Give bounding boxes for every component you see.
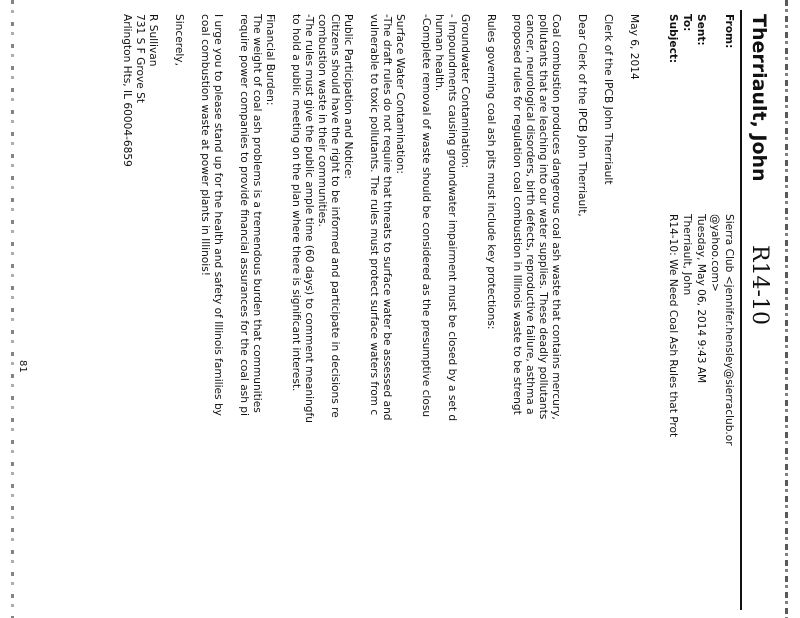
intro-line: Coal combustion produces dangerous coal ash waste that contains mercury, xyxy=(550,14,562,420)
public-line: -The rules must give the public ample time (60 days) to comment meaningfu xyxy=(303,14,315,423)
signature-city: Arlington Hts, IL 60004-6859 xyxy=(121,14,133,167)
groundwater-line: - Impoundments causing groundwater impairment must be closed by a set d xyxy=(446,14,458,422)
financial-line: require power companies to provide financial assurances for the coal ash pi xyxy=(238,14,250,416)
public-heading: Public Participation and Notice: xyxy=(342,14,354,179)
surface-line: -The draft rules do not require that threats to surface water be assessed and xyxy=(381,14,393,421)
header-row-from-2 xyxy=(708,14,722,614)
financial-section xyxy=(237,14,276,614)
email-header xyxy=(666,14,736,614)
header-row-from xyxy=(722,14,736,614)
from-value: Sierra Club <jennifer.hensley@sierraclub.or xyxy=(723,214,735,446)
subject-label: Subject: xyxy=(667,14,679,64)
document-owner-name: Therriault, John xyxy=(748,14,770,182)
from-value-2: @yahoo.com> xyxy=(709,214,721,292)
surface-line: vulnerable to toxic pollutants. The rules must protect surface waters from c xyxy=(368,14,380,416)
scan-artifact-bottom xyxy=(11,0,14,618)
intro-line: cancer, neurological disorders, birth defects, reproductive failure, asthma a xyxy=(524,14,536,415)
letter-salutation: Dear Clerk of the IPCB John Therriault, xyxy=(576,14,588,217)
intro-line: pollutants that are leaching into our water supplies. These deadly pollutants xyxy=(537,14,549,420)
signature-address: 731 S F Grove St xyxy=(134,14,146,103)
public-line: to hold a public meeting on the plan where there is significant interest. xyxy=(290,14,302,392)
header-row-sent xyxy=(694,14,708,614)
to-label: To: xyxy=(681,14,693,32)
sent-value: Tuesday, May 06, 2014 9:43 AM xyxy=(695,214,707,384)
intro-line: proposed rules for regulation coal combustion in Illinois waste to be strengt xyxy=(511,14,523,415)
sent-label: Sent: xyxy=(695,14,707,46)
public-line: combustion waste in their communities. xyxy=(316,14,328,227)
signature-block xyxy=(120,14,159,614)
groundwater-line: human health. xyxy=(433,14,445,92)
financial-heading: Financial Burden: xyxy=(264,14,276,106)
letter-body xyxy=(107,14,640,614)
urge-paragraph xyxy=(198,14,224,614)
surface-heading: Surface Water Contamination: xyxy=(394,14,406,174)
groundwater-section xyxy=(419,14,471,614)
subject-value: R14-10: We Need Coal Ash Rules that Prot xyxy=(667,214,679,438)
urge-line: coal combustion waste at power plants in Illinois! xyxy=(199,14,211,276)
letter-date: May 6, 2014 xyxy=(628,14,640,80)
header-row-subject xyxy=(666,14,680,614)
to-value: Therriault, John xyxy=(681,214,693,296)
signature-name: R Sullivan xyxy=(147,14,159,67)
docket-number: R14-10 xyxy=(747,245,772,325)
closing: Sincerely, xyxy=(173,14,185,66)
header-divider xyxy=(740,10,742,610)
groundwater-heading: Groundwater Contamination: xyxy=(459,14,471,169)
financial-line: The weight of coal ash problems is a tremendous burden that communities xyxy=(251,14,263,413)
rules-line: Rules governing coal ash pits must include key protections: xyxy=(485,14,497,330)
from-label: From: xyxy=(723,14,735,49)
page-number: 81 xyxy=(17,360,28,373)
urge-line: I urge you to please stand up for the health and safety of Illinois families by xyxy=(212,14,224,416)
intro-paragraph xyxy=(510,14,562,614)
header-row-to xyxy=(680,14,694,614)
groundwater-line: -Complete removal of waste should be considered as the presumptive closu xyxy=(420,14,432,418)
public-line: Citizens should have the right to be informed and participate in decisions re xyxy=(329,14,341,418)
public-participation-section xyxy=(289,14,354,614)
scan-artifact-top xyxy=(785,0,788,618)
surface-water-section xyxy=(367,14,406,614)
letter-recipient: Clerk of the IPCB John Therriault xyxy=(602,14,614,185)
